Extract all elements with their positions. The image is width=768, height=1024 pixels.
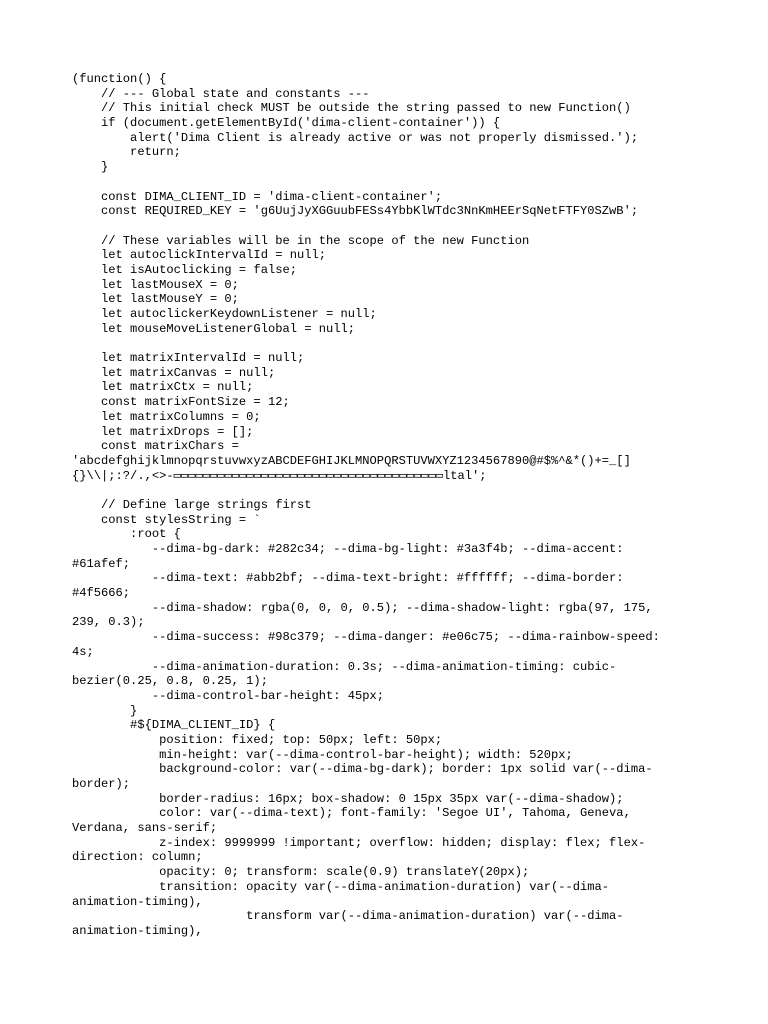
code-line: direction: column; xyxy=(72,850,203,865)
blank-line xyxy=(72,219,692,234)
code-line: const stylesString = ` xyxy=(72,512,261,527)
code-line: --dima-animation-duration: 0.3s; --dima-animation-timing: cubic- xyxy=(72,659,617,674)
code-line: } xyxy=(72,703,138,718)
code-line: let autoclickerKeydownListener = null; xyxy=(72,307,377,321)
code-line: #61afef; xyxy=(72,556,131,571)
code-line: --dima-text: #abb2bf; --dima-text-bright: #ffffff; --dima-border: xyxy=(72,571,624,586)
code-line: animation-timing), xyxy=(72,923,203,938)
code-listing xyxy=(72,72,692,939)
code-line: #${DIMA_CLIENT_ID} { xyxy=(72,718,276,733)
code-line: bezier(0.25, 0.8, 0.25, 1); xyxy=(72,674,268,689)
blank-line xyxy=(72,336,692,351)
code-line: let matrixCanvas = null; xyxy=(72,365,276,380)
code-line: position: fixed; top: 50px; left: 50px; xyxy=(72,732,443,747)
code-line: {}\\|;:?/.,<>-▭▭▭▭▭▭▭▭▭▭▭▭▭▭▭▭▭▭▭▭▭▭▭▭▭▭▭▭▭▭▭▭▭▭▭▭▭ltal'; xyxy=(72,468,487,483)
code-line: // This initial check MUST be outside the string passed to new Function() xyxy=(72,101,631,116)
code-line: let matrixCtx = null; xyxy=(72,380,254,395)
code-line: const DIMA_CLIENT_ID = 'dima-client-container'; xyxy=(72,189,443,204)
code-line: :root { xyxy=(72,527,181,542)
code-line: // These variables will be in the scope of the new Function xyxy=(72,233,530,248)
code-line: #4f5666; xyxy=(72,586,131,601)
code-line: min-height: var(--dima-control-bar-height); width: 520px; xyxy=(72,747,573,762)
code-line: --dima-success: #98c379; --dima-danger: #e06c75; --dima-rainbow-speed: xyxy=(72,630,660,645)
code-line: // Define large strings first xyxy=(72,497,312,512)
code-line: let matrixDrops = []; xyxy=(72,424,254,439)
code-line: 239, 0.3); xyxy=(72,615,145,630)
code-line: 4s; xyxy=(72,644,94,659)
code-line: --dima-control-bar-height: 45px; xyxy=(72,688,385,703)
code-line: let isAutoclicking = false; xyxy=(72,262,297,277)
code-line: animation-timing), xyxy=(72,894,203,909)
code-line: const matrixFontSize = 12; xyxy=(72,395,290,410)
code-line: transform var(--dima-animation-duration) var(--dima- xyxy=(72,909,624,924)
code-line: const matrixChars = xyxy=(72,439,239,454)
code-line: let matrixIntervalId = null; xyxy=(72,351,305,366)
code-line: border-radius: 16px; box-shadow: 0 15px 35px var(--dima-shadow); xyxy=(72,791,624,806)
blank-line xyxy=(72,483,692,498)
code-line: background-color: var(--dima-bg-dark); border: 1px solid var(--dima- xyxy=(72,762,653,777)
code-line: alert('Dima Client is already active or was not properly dismissed.'); xyxy=(72,130,639,145)
code-line: return; xyxy=(72,145,181,160)
code-line: let mouseMoveListenerGlobal = null; xyxy=(72,321,356,336)
code-line: z-index: 9999999 !important; overflow: hidden; display: flex; flex- xyxy=(72,835,646,850)
code-line: if (document.getElementById('dima-client-container')) { xyxy=(72,116,501,131)
code-line: transition: opacity var(--dima-animation-duration) var(--dima- xyxy=(72,879,610,894)
blank-line xyxy=(72,175,692,190)
code-line: (function() { xyxy=(72,72,167,86)
code-line: let lastMouseX = 0; xyxy=(72,277,239,292)
code-line: color: var(--dima-text); font-family: 'Segoe UI', Tahoma, Geneva, xyxy=(72,806,631,821)
code-line: } xyxy=(72,160,109,175)
code-line: // --- Global state and constants --- xyxy=(72,86,370,101)
code-line: 'abcdefghijklmnopqrstuvwxyzABCDEFGHIJKLMNOPQRSTUVWXYZ1234567890@#$%^&*()+=_[] xyxy=(72,453,631,468)
code-line: --dima-shadow: rgba(0, 0, 0, 0.5); --dima-shadow-light: rgba(97, 175, xyxy=(72,600,653,615)
code-line: let lastMouseY = 0; xyxy=(72,292,239,307)
code-line: border); xyxy=(72,777,131,791)
code-line: --dima-bg-dark: #282c34; --dima-bg-light: #3a3f4b; --dima-accent: xyxy=(72,542,624,556)
code-line: opacity: 0; transform: scale(0.9) translateY(20px); xyxy=(72,865,530,880)
code-line: Verdana, sans-serif; xyxy=(72,821,218,836)
code-line: const REQUIRED_KEY = 'g6UujJyXGGuubFESs4YbbKlWTdc3NnKmHEErSqNetFTFY0SZwB'; xyxy=(72,204,639,219)
code-line: let matrixColumns = 0; xyxy=(72,409,261,424)
code-line: let autoclickIntervalId = null; xyxy=(72,248,327,263)
